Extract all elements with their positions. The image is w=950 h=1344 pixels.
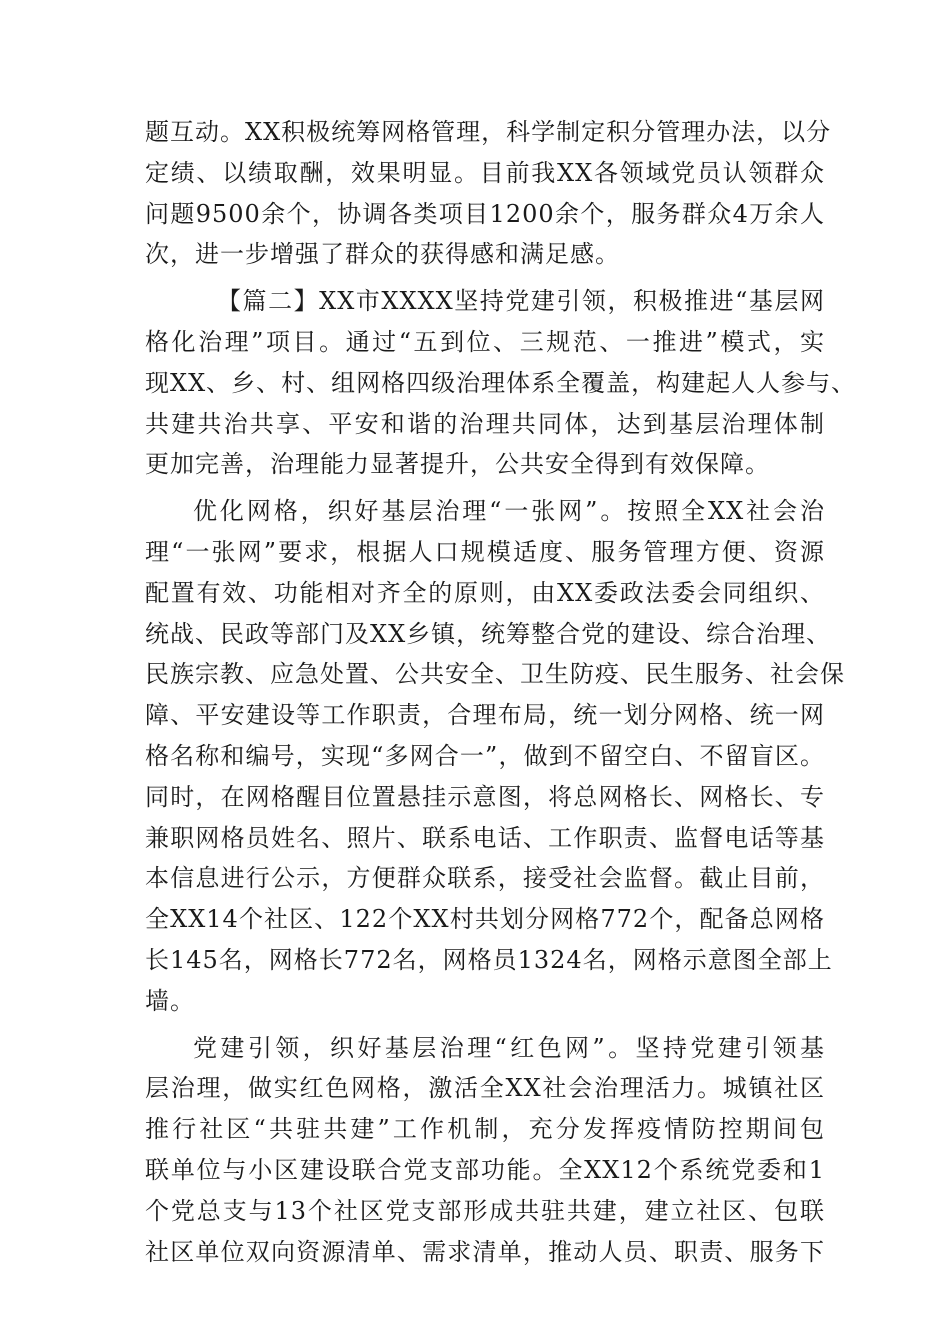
text-line: 民族宗教、应急处置、公共安全、卫生防疫、民生服务、社会保 (145, 660, 845, 689)
text-line: 优化网格，织好基层治理“一张网”。按照全XX社会治 (193, 497, 825, 526)
text-line: 障、平安建设等工作职责，合理布局，统一划分网格、统一网 (145, 701, 825, 730)
text-line: 更加完善，治理能力显著提升，公共安全得到有效保障。 (145, 450, 770, 479)
text-line: 统战、民政等部门及XX乡镇，统筹整合党的建设、综合治理、 (145, 619, 832, 648)
text-line: 全XX14个社区、122个XX村共划分网格772个，配备总网格 (145, 905, 825, 934)
text-line: 理“一张网”要求，根据人口规模适度、服务管理方便、资源 (145, 537, 825, 566)
text-line: 兼职网格员姓名、照片、联系电话、工作职责、监督电话等基 (145, 823, 825, 852)
text-line: 次，进一步增强了群众的获得感和满足感。 (145, 240, 620, 269)
text-line: 【篇二】XX市XXXX坚持党建引领，积极推进“基层网 (217, 287, 825, 316)
text-line: 现XX、乡、村、组网格四级治理体系全覆盖，构建起人人参与、 (145, 368, 857, 397)
text-line: 同时，在网格醒目位置悬挂示意图，将总网格长、网格长、专 (145, 782, 825, 811)
text-line: 共建共治共享、平安和谐的治理共同体，达到基层治理体制 (145, 409, 825, 438)
text-line: 联单位与小区建设联合党支部功能。全XX12个系统党委和1 (145, 1155, 825, 1184)
text-line: 墙。 (145, 986, 195, 1015)
text-line: 党建引领，织好基层治理“红色网”。坚持党建引领基 (193, 1033, 825, 1062)
text-line: 层治理，做实红色网格，激活全XX社会治理活力。城镇社区 (145, 1074, 825, 1103)
text-line: 配置有效、功能相对齐全的原则，由XX委政法委会同组织、 (145, 578, 825, 607)
text-line: 格化治理”项目。通过“五到位、三规范、一推进”模式，实 (145, 327, 825, 356)
text-line: 定绩、以绩取酬，效果明显。目前我XX各领域党员认领群众 (145, 158, 825, 187)
text-line: 格名称和编号，实现“多网合一”，做到不留空白、不留盲区。 (145, 741, 825, 770)
text-line: 个党总支与13个社区党支部形成共驻共建，建立社区、包联 (145, 1196, 825, 1225)
text-line: 长145名，网格长772名，网格员1324名，网格示意图全部上 (145, 945, 833, 974)
text-line: 问题9500余个，协调各类项目1200余个，服务群众4万余人 (145, 199, 825, 228)
paragraph-4 (145, 1028, 825, 1273)
text-line: 题互动。XX积极统筹网格管理，科学制定积分管理办法，以分 (145, 118, 832, 146)
paragraph-1 (145, 112, 832, 275)
text-line: 推行社区“共驻共建”工作机制，充分发挥疫情防控期间包 (145, 1115, 825, 1144)
paragraph-3 (145, 491, 845, 1021)
text-line: 本信息进行公示，方便群众联系，接受社会监督。截止目前， (145, 864, 825, 893)
paragraph-2 (145, 281, 857, 485)
text-line: 社区单位双向资源清单、需求清单，推动人员、职责、服务下 (145, 1237, 825, 1266)
document-body (145, 112, 857, 1272)
